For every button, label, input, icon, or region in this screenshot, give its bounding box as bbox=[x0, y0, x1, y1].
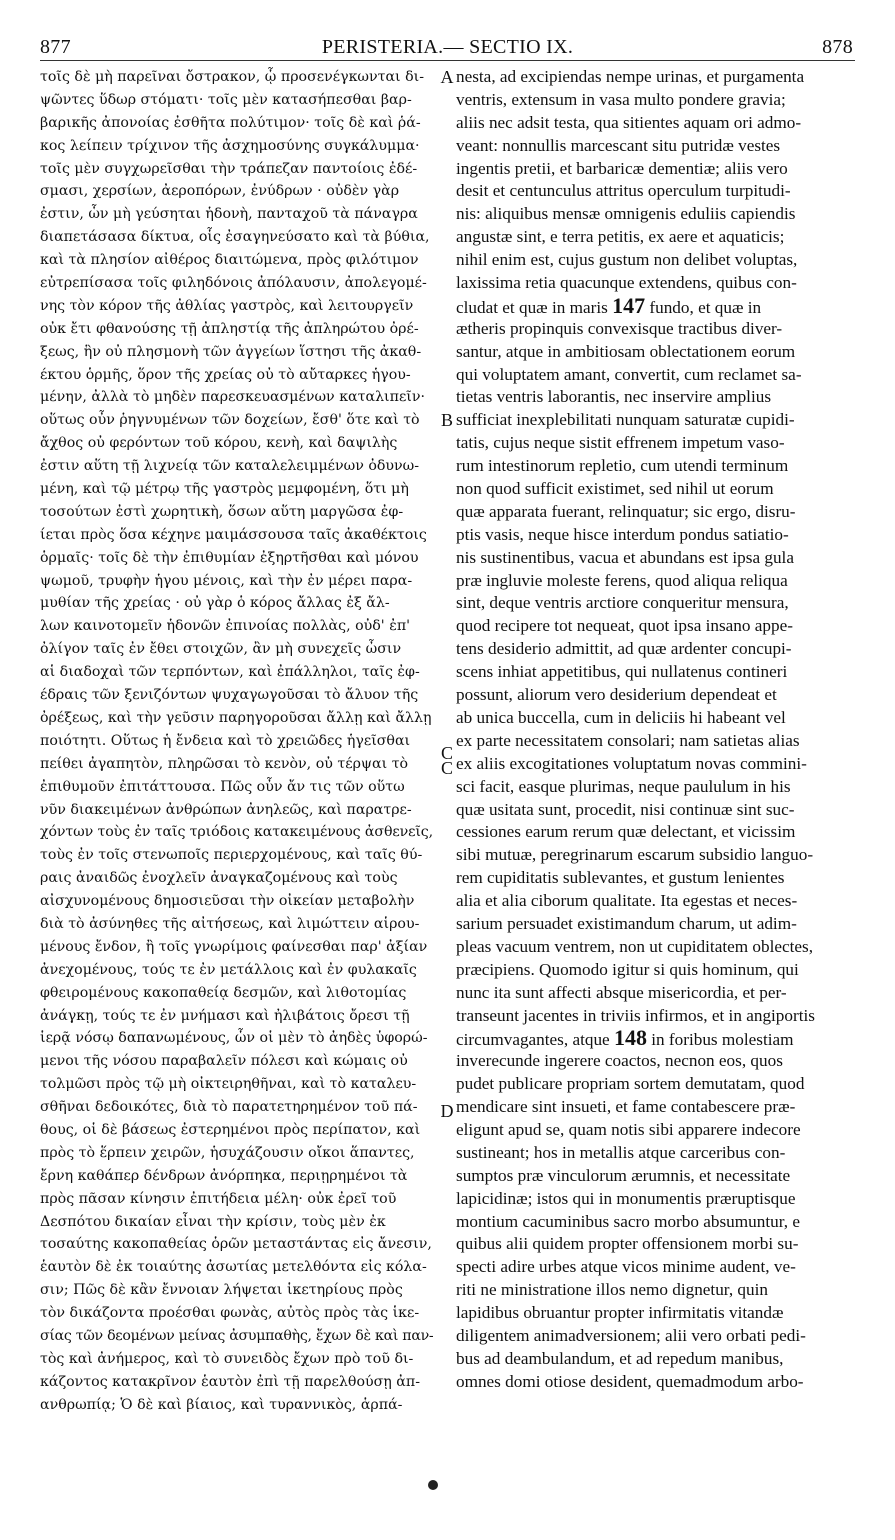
latin-text-line: sarium persuadet existimandum charum, ut adim- bbox=[456, 913, 797, 933]
latin-text-line: quod recipere tot nequeat, quot ipsa insano appe- bbox=[456, 616, 793, 636]
greek-text-line: τοσούτων ἐστὶ χωρητικὴ, ὅσων αὕτη μαργῶσα ἐφ- bbox=[40, 503, 404, 520]
latin-text-line: ptis vasis, neque hisce interdum pondus satiatio- bbox=[456, 524, 789, 544]
latin-text-line: eligunt apud se, quam notis sibi apparere indecore bbox=[456, 1119, 801, 1139]
latin-text-line: lapicidinæ; istos qui in monumentis præruptisque bbox=[456, 1188, 796, 1208]
greek-text-line: ἐπιθυμοῦν ἐπιτάττουσα. Πῶς οὖν ἄν τις τῶν οὕτω bbox=[40, 778, 405, 795]
latin-text-line: angustæ sint, e terra petitis, ex aere et aquaticis; bbox=[456, 227, 785, 247]
latin-text-line: scens inhiat appetitibus, qui nullatenus contineri bbox=[456, 662, 788, 682]
latin-text-line: montium cacuminibus sacro morbo absumuntur, e bbox=[456, 1211, 800, 1231]
latin-text-line: non quod sufficit existimet, sed nihil ut eorum bbox=[456, 479, 774, 499]
greek-text-line: κάζοντος κατακρῖνον ἑαυτὸν ἐπὶ τῇ παρελθούσῃ ἀπ- bbox=[40, 1373, 421, 1390]
latin-text-line: sufficiat inexplebilitati nunquam saturatæ cupidi- bbox=[456, 410, 795, 430]
latin-text-line: præcipiens. Quomodo igitur si quis hominum, qui bbox=[456, 959, 799, 979]
latin-text-line: alia et alia ciborum qualitate. Ita egestas et neces- bbox=[456, 891, 798, 911]
latin-text-line: ætheris propinquis convexisque tractibus diver- bbox=[456, 318, 783, 338]
latin-text-line: quibus alii quidem propter offensionem morbi su- bbox=[456, 1234, 799, 1254]
latin-text-line: cludat et quæ in maris 147 fundo, et quæ in bbox=[456, 294, 762, 318]
latin-text-line: pudet publicare propriam sortem demutatam, quod bbox=[456, 1074, 805, 1094]
greek-text-line: έδραις τῶν ξενιζόντων ψυχαγωγοῦσαι τὸ ἄλυον τῆς bbox=[40, 687, 419, 704]
greek-text-line: ἀνεχομένους, τούς τε ἐν μετάλλοις καὶ ἐν φυλακαῖς bbox=[40, 961, 417, 978]
latin-text-line: transeunt jacentes in triviis infirmos, et in angiportis bbox=[456, 1005, 815, 1025]
greek-text-line: βαρικῆς ἀπονοίας ἐσθῆτα πολύτιμον· τοῖς δὲ καὶ ῥά- bbox=[40, 114, 421, 131]
section-marker: D bbox=[440, 1101, 454, 1121]
latin-text-column bbox=[456, 66, 858, 1394]
latin-text-line: nesta, ad excipiendas nempe urinas, et purgamenta bbox=[456, 67, 805, 86]
greek-text-line: σίας τῶν δεομένων μείνας ἀσυμπαθὴς, ἔχων δὲ καὶ παν- bbox=[40, 1327, 433, 1344]
latin-text-line: sci facit, easque plurimas, neque paululum in his bbox=[456, 776, 791, 796]
greek-text-line: διαπετάσασα δίκτυα, οἷς ἐσαγηνεύσατο καὶ τὰ βύθια, bbox=[40, 229, 430, 246]
latin-text-line: circumvagantes, atque 148 in foribus molestiam bbox=[456, 1027, 794, 1051]
greek-text-line: ἀνάγκῃ, τούς τε ἐν μνήμασι καὶ ἠλιβάτοις ὄρεσι τῇ bbox=[40, 1007, 410, 1024]
greek-text-line: οὕτως οὖν ῥηγνυμένων τῶν δοχείων, ἔσθ' ὅτε καὶ τὸ bbox=[40, 412, 420, 429]
greek-text-line: τὸν δικάζοντα προέσθαι φωνὰς, αὐτὸς πρὸς τὰς ἱκε- bbox=[40, 1305, 420, 1322]
latin-text-line: quæ apparata fuerant, relinquatur; sic ergo, disru- bbox=[456, 501, 796, 521]
latin-text-line: præ ingluvie moleste ferens, quod aliqua reliqua bbox=[456, 570, 788, 590]
greek-text-line: ὀρέξεως, καὶ τὴν γεῦσιν παρηγοροῦσαι ἄλλῃ καὶ ἄλλῃ bbox=[40, 709, 432, 726]
greek-text-line: σθῆναι δεδοικότες, διὰ τὸ παρατετηρημένον τοῦ πά- bbox=[40, 1099, 418, 1116]
section-marker: B bbox=[440, 410, 453, 430]
greek-text-line: ἐστιν αὕτη τῇ λιχνείᾳ τῶν καταλελειμμένων ὀδυνω- bbox=[40, 458, 420, 475]
greek-text-line: ἔρνη καθάπερ δένδρων ἀνόρπηκα, περιῃρημένοι τὰ bbox=[40, 1167, 408, 1184]
greek-text-line: νῦν διακειμένων ἀνθρώπων ἀνηλεῶς, καὶ παρατρε- bbox=[40, 801, 412, 818]
greek-text-line: μένους ἔνδον, ἢ τοῖς γνωρίμοις φαίνεσθαι παρ' ἀξίαν bbox=[40, 938, 428, 955]
latin-text-line: ex aliis excogitationes voluptatum novas commini- bbox=[456, 753, 807, 773]
latin-text-line: sustineant; hos in metallis atque carceribus con- bbox=[456, 1142, 786, 1162]
latin-text-line: ex parte necessitatem consolari; nam satietas alias bbox=[456, 730, 800, 750]
running-header bbox=[0, 36, 895, 62]
greek-text-line: καὶ τὰ πλησίον αἰθέρος διαιτώμενα, πρὸς φιλότιμον bbox=[40, 252, 419, 269]
greek-text-line: σμασι, χερσίων, ἀεροπόρων, ἐνύδρων · οὐδὲν γὰρ bbox=[40, 183, 400, 200]
greek-text-line: αἰσχυνομένους δημοσιεῦσαι τὴν οἰκείαν μεταβολὴν bbox=[40, 893, 415, 910]
greek-text-line: λων καινοτομεῖν ἡδονῶν ἐπινοίας πολλὰς, οὐδ' ἐπ' bbox=[40, 618, 411, 635]
greek-text-line: ἑαυτὸν δὲ ἐκ τοιαύτης ἀσωτίας μετελθόντα εἰς κόλα- bbox=[40, 1259, 427, 1276]
latin-text-line: laxissima retia quacunque extendens, quibus con- bbox=[456, 273, 797, 293]
greek-text-line: φθειρομένους κακοπαθείᾳ δεσμῶν, καὶ λιθοτομίας bbox=[40, 984, 407, 1001]
latin-text-line: veant: nonnullis marcescant situ putridæ vestes bbox=[456, 135, 781, 155]
greek-text-line: εὐτρεπίσασα τοῖς φιληδόνοις ἀπόλαυσιν, ἀπολεγομέ- bbox=[40, 275, 427, 292]
latin-text-line: specti adire urbes atque vicos minime audent, ve- bbox=[456, 1257, 796, 1277]
latin-text-line: inverecunde ingerere coactos, necnon eos, quos bbox=[456, 1051, 783, 1071]
greek-text-line: ἱερᾷ νόσῳ δαπανωμένους, ὧν οἱ μὲν τὸ ἀηδὲς ὑφορώ- bbox=[40, 1030, 428, 1047]
greek-text-line: νης τὸν κόρον τῆς ἀθλίας γαστρὸς, καὶ λειτουργεῖν bbox=[40, 297, 414, 314]
latin-text-line: tatis, cujus neque sistit effrenem impetum vaso- bbox=[456, 433, 785, 453]
latin-text-line: rum intestinorum repletio, cum utendi terminum bbox=[456, 456, 789, 476]
right-column-number: 878 bbox=[822, 36, 853, 58]
latin-text-line: nis: aliquibus mensæ omnigenis eduliis capiendis bbox=[456, 204, 796, 224]
latin-text-line: sint, deque ventris arctiore conqueritur mensura, bbox=[456, 593, 789, 613]
greek-text-line: τοῖς δὲ μὴ παρεῖναι ὄστρακον, ᾧ προσενέγκωνται δι- bbox=[40, 69, 425, 85]
section-marker: C bbox=[440, 743, 453, 763]
greek-text-line: διὰ τὸ ἀσύνηθες τῆς αἰτήσεως, καὶ λιμώττειν αἱρου- bbox=[40, 915, 420, 932]
greek-text-line: τοὺς ἐν τοῖς στενωποῖς περιερχομένους, καὶ ταῖς θύ- bbox=[40, 847, 423, 864]
latin-text-line: riti ne ministratione illos nemo dignetur, quin bbox=[456, 1280, 768, 1300]
latin-text-line: tietas ventris laborantis, nec inservire amplius bbox=[456, 387, 772, 407]
latin-text-line: pleas vacuum ventrem, non ut cupiditatem oblectes, bbox=[456, 936, 814, 956]
section-marker: A bbox=[440, 67, 454, 87]
greek-text-line: ὁρμαῖς· τοῖς δὲ τὴν ἐπιθυμίαν ἐξηρτῆσθαι καὶ μόνου bbox=[40, 549, 419, 566]
latin-text-line: bus ad deambulandum, et ad repedum manibus, bbox=[456, 1348, 784, 1368]
greek-text-line: θους, οἱ δὲ βάσεως ἐστερημένοι πρὸς περίπατον, καὶ bbox=[40, 1121, 421, 1138]
left-column-number: 877 bbox=[40, 36, 71, 58]
inline-column-number: 147 bbox=[612, 294, 646, 318]
latin-text-line: lapidibus obruantur propter infirmitatis vitandæ bbox=[456, 1303, 784, 1323]
greek-text-line: ποιότητι. Οὕτως ἡ ἔνδεια καὶ τὸ χρειῶδες ἡγεῖσθαι bbox=[40, 732, 411, 749]
greek-text-line: τοσαύτης κακοπαθείας ὁρῶν μεταστάντας εἰς ἄνεσιν, bbox=[40, 1236, 432, 1253]
greek-text-line: αἱ διαδοχαὶ τῶν τερπόντων, καὶ ἐπάλληλοι, ταῖς ἐφ- bbox=[40, 664, 420, 681]
greek-text-line: σιν; Πῶς δὲ κἂν ἔννοιαν λήψεται ἱκετηρίους πρὸς bbox=[40, 1282, 403, 1299]
latin-text-line: santur, atque in ambitiosam oblectationem eorum bbox=[456, 341, 796, 361]
greek-text-line: οὐκ ἔτι φθανούσης τῇ ἀπληστίᾳ τῆς ἀπληρώτου ὀρέ- bbox=[40, 320, 419, 337]
greek-text-line: μένη, καὶ τῷ μέτρῳ τῆς γαστρὸς μεμφομένη, ὅτι μὴ bbox=[40, 481, 409, 498]
greek-text-line: ραις ἀναιδῶς ἐνοχλεῖν ἀναγκαζομένους καὶ τοὺς bbox=[40, 870, 398, 887]
ink-dot bbox=[428, 1480, 438, 1490]
greek-text-line: ἄχθος οὐ φερόντων τοῦ κόρου, κενὴ, καὶ δαψιλὴς bbox=[40, 435, 398, 452]
latin-text-line: nis sustinentibus, vacua et abundans est ipsa gula bbox=[456, 547, 794, 567]
latin-text-line: ingentis pretii, et barbaricæ dementiæ; aliis vero bbox=[456, 158, 788, 178]
greek-text-line: τολμῶσι πρὸς τῷ μὴ οἰκτειρηθῆναι, καὶ τὸ καταλευ- bbox=[40, 1076, 417, 1093]
latin-text-line: nihil enim est, cujus gustum non delibet voluptas, bbox=[456, 250, 798, 270]
latin-text-line: ventris, extensum in vasa multo pondere gravia; bbox=[456, 89, 786, 109]
latin-text-line: qui voluptatem amant, convertit, cum reclamet sa- bbox=[456, 364, 802, 384]
latin-text-line: aliis nec adsit testa, qua sitientes aquam ori admo- bbox=[456, 112, 802, 132]
latin-text-line: desit et centunculus attritus operculum turpitudi- bbox=[456, 181, 791, 201]
greek-text-line: Δεσπότου δικαίαν εἶναι τὴν κρίσιν, τοὺς μὲν ἐκ bbox=[40, 1213, 386, 1230]
running-title: PERISTERIA.— SECTIO IX. bbox=[321, 36, 574, 58]
latin-text-line: sibi mutuæ, peregrinarum escarum subsidio languo- bbox=[456, 845, 814, 865]
greek-text-line: ἐστιν, ὧν μὴ γεύσηται ἡδονὴ, πανταχοῦ τὰ πάναγρα bbox=[40, 206, 418, 223]
greek-text-line: ψῶντες ὕδωρ στόματι· τοῖς μὲν κατασήπεσθαι βαρ- bbox=[40, 91, 412, 108]
greek-text-line: ὀλίγον ταῖς ἐν ἔθει στοιχῶν, ἂν μὴ συνεχεῖς ὦσιν bbox=[40, 641, 402, 658]
greek-text-line: μυθίαν τῆς χρείας · οὐ γὰρ ὁ κόρος ἄλλας ἐξ ἄλ- bbox=[40, 595, 390, 612]
latin-text-line: ab unica buccella, cum in deliciis hi habeant vel bbox=[456, 707, 786, 727]
greek-text-line: τὸς καὶ ἀνήμερος, καὶ τὸ συνειδὸς ἔχων πρὸ τοῦ δι- bbox=[40, 1350, 414, 1367]
greek-text-line: ανθρωπίᾳ; Ὁ δὲ καὶ βίαιος, καὶ τυραννικὸς, ἁρπά- bbox=[40, 1396, 403, 1413]
latin-text-line: omnes domi otiose desident, quemadmodum arbo- bbox=[456, 1371, 804, 1391]
latin-text-line: nunc ita sunt affecti absque misericordia, et per- bbox=[456, 982, 787, 1002]
greek-text-line: ξεως, ἣν οὐ πλησμονὴ τῶν ἀγγείων ἵστησι τῆς ἀκαθ- bbox=[40, 343, 422, 360]
latin-text-line: diligentem animadversionem; alii vero orbati pedi- bbox=[456, 1325, 806, 1345]
latin-text-line: tens desiderio admittit, ad quæ ardenter concupi- bbox=[456, 639, 792, 659]
latin-text-line: mendicare sint insueti, et fame contabescere præ- bbox=[456, 1097, 796, 1117]
greek-text-line: πρὸς τὸ ἕρπειν χειρῶν, ἡσυχάζουσιν οἴκοι ἅπαντες, bbox=[40, 1144, 415, 1161]
greek-text-line: κος λείπειν τρίχινον τῆς ἀσχημοσύνης συγκάλυμμα· bbox=[40, 137, 420, 154]
greek-text-line: ψωμοῦ, τρυφὴν ἡγου μένοις, καὶ τὴν ἐν μέρει παρα- bbox=[40, 572, 413, 589]
greek-text-line: πρὸς πᾶσαν κίνησιν ἐπιτήδεια μέλη· οὐκ ἐρεῖ τοῦ bbox=[40, 1190, 397, 1207]
greek-text-line: μενοι τῆς νόσου παραβαλεῖν πόλεσι καὶ κώμαις οὐ bbox=[40, 1053, 408, 1070]
greek-text-line: μένην, ἀλλὰ τὸ μηδὲν παρεσκευασμένων καταλιπεῖν· bbox=[40, 389, 425, 406]
greek-text-line: πείθει ἀγαπητὸν, πληρῶσαι τὸ κενὸν, οὐ τέρψαι τὸ bbox=[40, 755, 409, 772]
latin-text-line: rem cupiditatis sublevantes, et gustum lenientes bbox=[456, 868, 785, 888]
header-rule bbox=[40, 60, 855, 61]
greek-text-line: χόντων τοὺς ἐν ταῖς τριόδοις κατακειμένους ἀσθενεῖς, bbox=[40, 824, 433, 841]
greek-text-column bbox=[40, 66, 433, 1417]
latin-text-line: sumptos præ vinculorum ærumnis, et necessitate bbox=[456, 1165, 791, 1185]
section-marker: C bbox=[440, 758, 453, 778]
latin-text-line: quæ usitata sunt, procedit, nisi continuæ sint suc- bbox=[456, 799, 795, 819]
latin-text-line: cessiones earum rerum quæ delectant, et vicissim bbox=[456, 822, 796, 842]
latin-text-line: possunt, aliorum vero desiderium dependeat et bbox=[456, 685, 777, 705]
inline-column-number: 148 bbox=[613, 1027, 647, 1051]
greek-text-line: έκτου ὁρμῆς, ὅρον τῆς χρείας οὐ τὸ αὔταρκες ἡγου- bbox=[40, 366, 411, 383]
greek-text-line: ίεται πρὸς ὅσα κέχηνε μαιμάσσουσα ταῖς ἀκαθέκτοις bbox=[40, 526, 427, 543]
greek-text-line: τοῖς μὲν συγχωρεῖσθαι τὴν τράπεζαν παντοίοις ἐδέ- bbox=[40, 160, 418, 177]
